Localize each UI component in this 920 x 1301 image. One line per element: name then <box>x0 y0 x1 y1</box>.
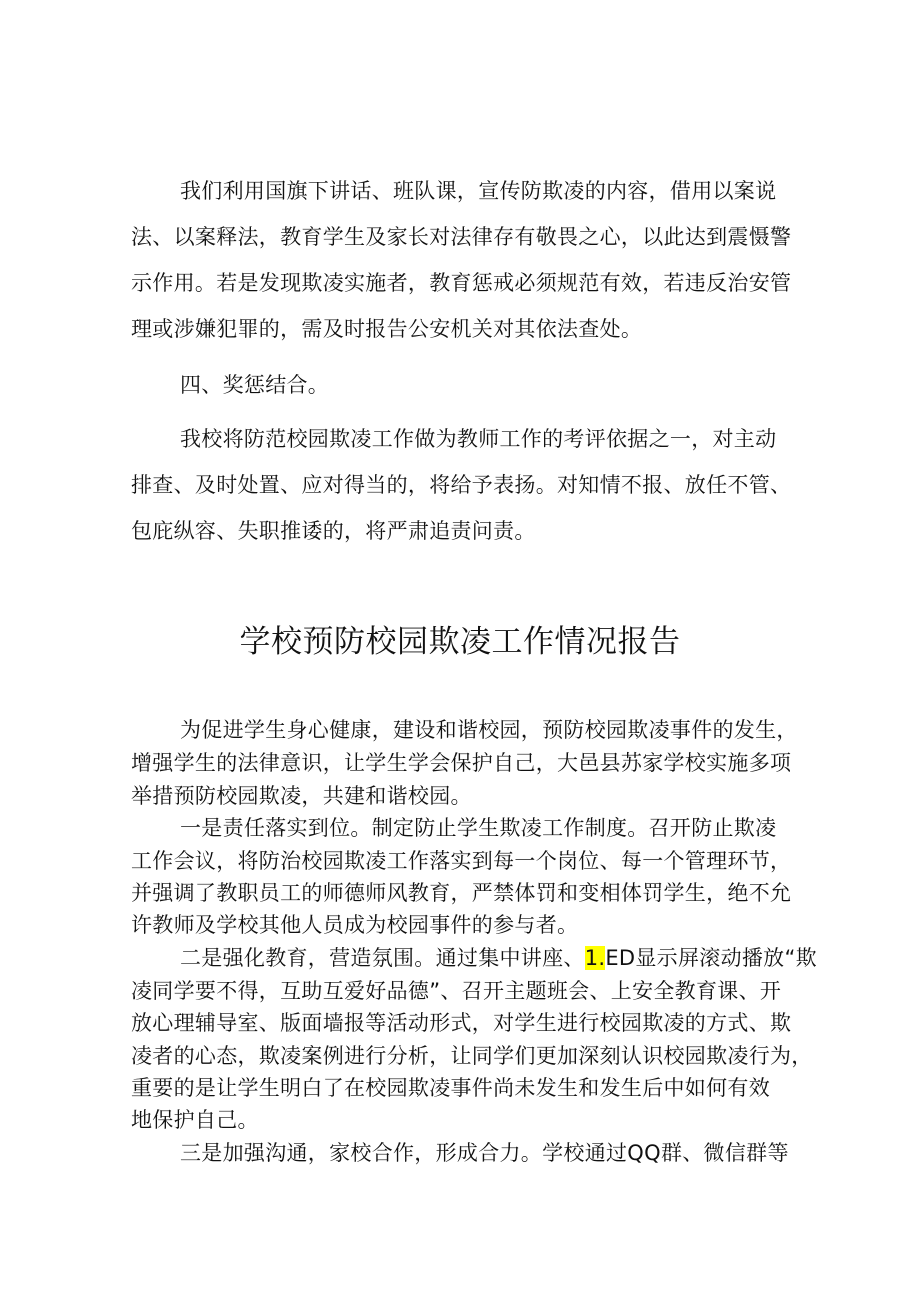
paragraph-line: 示作用。若是发现欺凌实施者，教育惩戒必须规范有效，若违反治安管 <box>131 271 792 295</box>
paragraph-line: 地保护自己。 <box>131 1108 259 1132</box>
paragraph-line: 工作会议，将防治校园欺凌工作落实到每一个岗位、每一个管理环节， <box>131 849 792 873</box>
highlighted-text: 1. <box>584 946 606 970</box>
paragraph-line: 理或涉嫌犯罪的，需及时报告公安机关对其依法查处。 <box>131 317 643 341</box>
paragraph-line <box>180 944 817 972</box>
paragraph-line: 重要的是让学生明白了在校园欺凌事件尚未发生和发生后中如何有效 <box>131 1076 770 1100</box>
paragraph-line: 许教师及学校其他人员成为校园事件的参与者。 <box>131 913 579 937</box>
section-heading: 四、奖惩结合。 <box>180 373 330 397</box>
paragraph-line: 一是责任落实到位。制定防止学生欺凌工作制度。召开防止欺凌 <box>180 816 777 840</box>
paragraph-line: 三是加强沟通，家校合作，形成合力。学校通过QQ群、微信群等 <box>180 1141 789 1165</box>
paragraph-line: 为促进学生身心健康，建设和谐校园，预防校园欺凌事件的发生， <box>180 718 798 742</box>
paragraph-line: 包庇纵容、失职推诿的，将严肃追责问责。 <box>131 519 536 543</box>
text-run: 二是强化教育，营造氛围。通过集中讲座、 <box>180 946 585 970</box>
paragraph-line: 放心理辅导室、版面墙报等活动形式，对学生进行校园欺凌的方式、欺 <box>131 1011 792 1035</box>
report-title: 学校预防校园欺凌工作情况报告 <box>239 624 681 660</box>
paragraph-line: 并强调了教职员工的师德师风教育，严禁体罚和变相体罚学生，绝不允 <box>131 881 792 905</box>
paragraph-line: 凌同学要不得，互助互爱好品德”、召开主题班会、上安全教育课、开 <box>131 979 782 1003</box>
paragraph-line: 我校将防范校园欺凌工作做为教师工作的考评依据之一，对主动 <box>180 427 777 451</box>
paragraph-line: 增强学生的法律意识，让学生学会保护自己，大邑县苏家学校实施多项 <box>131 751 792 775</box>
paragraph-line: 排查、及时处置、应对得当的，将给予表扬。对知情不报、放任不管、 <box>131 473 792 497</box>
paragraph-line: 我们利用国旗下讲话、班队课，宣传防欺凌的内容，借用以案说 <box>180 179 777 203</box>
text-run: ED显示屏滚动播放“欺 <box>605 946 817 970</box>
paragraph-line: 法、以案释法，教育学生及家长对法律存有敬畏之心，以此达到震慑警 <box>131 225 792 249</box>
paragraph-line: 凌者的心态，欺凌案例进行分析，让同学们更加深刻认识校园欺凌行为， <box>131 1044 813 1068</box>
paragraph-line: 举措预防校园欺凌，共建和谐校园。 <box>131 784 472 808</box>
